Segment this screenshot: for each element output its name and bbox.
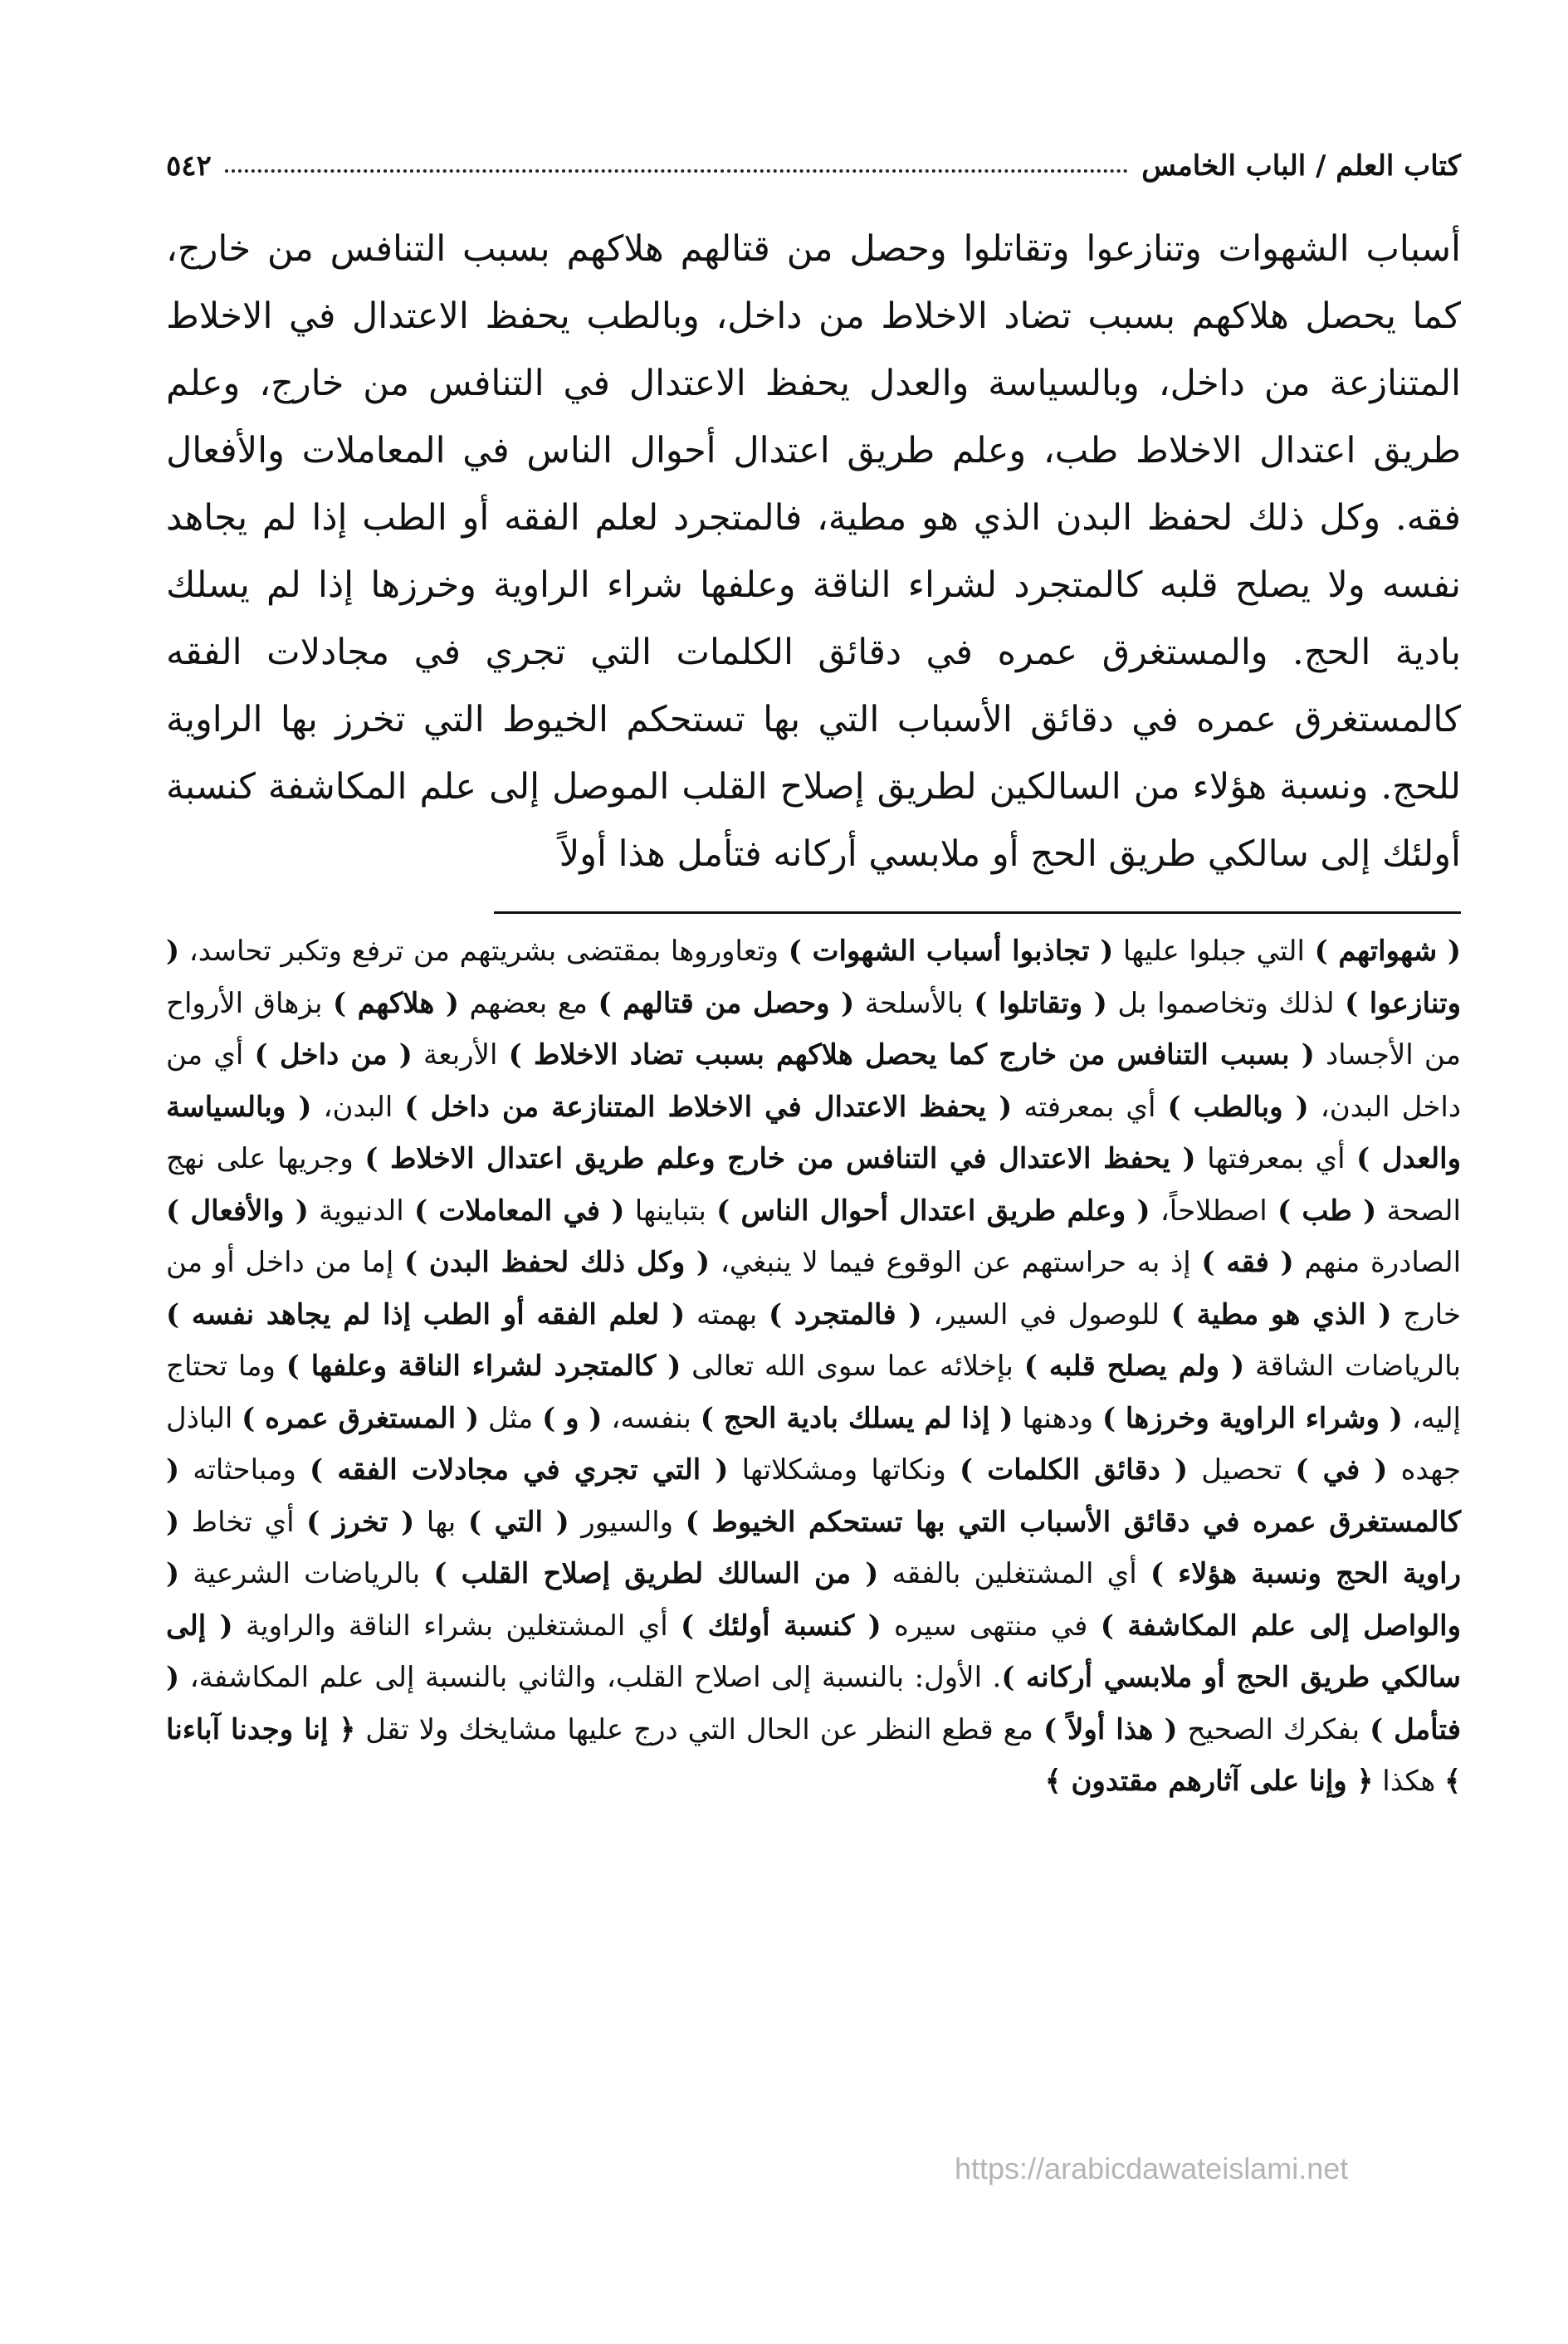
running-header [166,125,1461,183]
commentary-segment: مع قطع النظر عن الحال التي درج عليها مشايخك ولا تقل [355,1712,1043,1746]
commentary-segment: والسيور [569,1505,686,1539]
quoted-main-text: ( دقائق الكلمات ) [959,1453,1189,1487]
quoted-main-text: ( راوية الحج ونسبة هؤلاء ) [166,1505,1462,1590]
commentary-segment: للوصول في السير، [921,1297,1171,1331]
quoted-main-text: ( فقه ) [1201,1246,1294,1279]
commentary-segment: مثل [479,1401,543,1435]
commentary-segment: بنفسه، [602,1401,701,1435]
header-title: كتاب العلم / الباب الخامس [1141,149,1461,183]
quoted-main-text: ( وعلم طريق اعتدال أحوال الناس ) [716,1194,1150,1228]
commentary-segment: بالرياضات الشاقة [1244,1350,1461,1383]
quoted-main-text: ( تخرز ) [306,1505,415,1539]
commentary-segment: وما تحتاج إليه، [166,1350,1461,1435]
commentary-segment: بإخلائه عما سوى الله تعالى [681,1350,1024,1383]
book-page [166,125,1461,1808]
header-dotted-leader [225,169,1128,173]
commentary-segment: إما من داخل أو من خارج [166,1246,1461,1331]
footnote-divider [494,911,1461,914]
commentary-segment: وتعاوروها بمقتضى بشريتهم من ترفع وتكبر تحاسد، [179,935,789,968]
commentary-segment: في منتهى سيره [881,1609,1101,1643]
commentary-segment: أي المشتغلين بالفقه [878,1557,1150,1590]
quoted-main-text: ( إذا لم يسلك بادية الحج ) [700,1401,1014,1435]
quoted-main-text: ( كالمستغرق عمره في دقائق الأسباب التي بها تستحكم الخيوط ) [166,1453,1462,1539]
watermark: https://arabicdawateislami.net [955,2151,1349,2185]
quoted-main-text: ( وبالطب ) [1167,1090,1309,1124]
quoted-main-text: ( المستغرق عمره ) [242,1401,480,1435]
quoted-main-text: ( يحفظ الاعتدال في الاخلاط المتنازعة من داخل ) [404,1090,1013,1124]
quoted-main-text: ( فالمتجرد ) [769,1297,922,1331]
commentary-segment: أي تخاط [179,1505,307,1539]
quoted-main-text: ( الذي هو مطية ) [1170,1297,1392,1331]
commentary-segment: وجريها على نهج الصحة [166,1142,1461,1228]
commentary-segment: الصادرة منهم [1293,1246,1462,1279]
commentary-segment: بهمته [685,1297,769,1331]
quoted-main-text: ( وحصل من قتالهم ) [598,986,855,1020]
commentary-segment: الدنيوية [308,1194,415,1228]
quoted-main-text: ( هذا أولاً ) [1043,1712,1178,1746]
commentary-segment: . الأول: بالنسبة إلى اصلاح القلب، والثاني بالنسبة إلى علم المكاشفة، [179,1661,1002,1694]
quoted-main-text: ( ولم يصلح قلبه ) [1023,1350,1245,1383]
commentary-segment: أي بمعرفته [1012,1090,1168,1124]
quoted-main-text: ( التي ) [467,1505,569,1539]
quoted-main-text: ( و ) [542,1401,603,1435]
commentary-segment: البدن، [311,1090,405,1124]
commentary-segment: ونكاتها ومشكلاتها [728,1453,960,1487]
quoted-main-text: ( لعلم الفقه أو الطب إذا لم يجاهد نفسه ) [166,1297,686,1331]
commentary-text [166,925,1461,1808]
commentary-segment: بفكرك الصحيح [1177,1712,1370,1746]
quoted-main-text: ( وبالسياسة والعدل ) [166,1090,1461,1175]
quoted-main-text: ﴿ إنا وجدنا آباءنا ﴾ [166,1712,1461,1798]
commentary-segment: بها [414,1505,468,1539]
quoted-main-text: ( طب ) [1277,1194,1377,1228]
commentary-segment: ومباحثاته [179,1453,310,1487]
quoted-main-text: ( وشراء الراوية وخرزها ) [1102,1401,1403,1435]
commentary-segment: مع بعضهم [459,986,598,1020]
commentary-segment: بالأسلحة [854,986,975,1020]
quoted-main-text: ( يحفظ الاعتدال في التنافس من خارج وعلم طريق اعتدال الاخلاط ) [364,1142,1196,1175]
commentary-segment: الباذل جهده [166,1401,1461,1487]
commentary-segment: التي جبلوا عليها [1113,935,1315,968]
commentary-segment: بزهاق الأرواح من الأجساد [166,986,1461,1072]
quoted-main-text: ( من السالك لطريق إصلاح القلب ) [433,1557,879,1590]
quoted-main-text: ( والواصل إلى علم المكاشفة ) [166,1557,1462,1643]
quoted-main-text: ( كنسبة أولئك ) [681,1609,882,1643]
commentary-segment: لذلك وتخاصموا بل [1106,986,1346,1020]
quoted-main-text: ( وكل ذلك لحفظ البدن ) [404,1246,711,1279]
quoted-main-text: ( شهواتهم ) [1314,935,1461,968]
commentary-segment: أي من داخل البدن، [166,1038,1461,1124]
page-number: ٥٤٢ [166,149,212,183]
commentary-segment: أي المشتغلين بشراء الناقة والراوية [232,1609,681,1643]
quoted-main-text: ( في ) [1295,1453,1388,1487]
quoted-main-text: ﴿ وإنا على آثارهم مقتدون ﴾ [1044,1765,1374,1798]
commentary-segment: اصطلاحاً، [1150,1194,1277,1228]
quoted-main-text: ( إلى سالكي طريق الحج أو ملابسي أركانه ) [166,1609,1461,1694]
commentary-segment: أي بمعرفتها [1195,1142,1357,1175]
quoted-main-text: ( فتأمل ) [166,1661,1461,1746]
quoted-main-text: ( بسبب التنافس من خارج كما يحصل هلاكهم بسبب تضاد الاخلاط ) [508,1038,1315,1072]
commentary-segment: إذ به حراستهم عن الوقوع فيما لا ينبغي، [710,1246,1202,1279]
quoted-main-text: ( وتنازعوا ) [166,935,1461,1020]
commentary-segment: تحصيل [1188,1453,1296,1487]
commentary-segment: بتباينها [624,1194,717,1228]
commentary-segment: بالرياضات الشرعية [179,1557,434,1590]
quoted-main-text: ( التي تجري في مجادلات الفقه ) [309,1453,729,1487]
commentary-segment: ودهنها [1013,1401,1102,1435]
quoted-main-text: ( كالمتجرد لشراء الناقة وعلفها ) [286,1350,681,1383]
commentary-segment: هكذا [1373,1765,1445,1798]
quoted-main-text: ( والأفعال ) [166,1194,309,1228]
commentary-segment: الأربعة [412,1038,509,1072]
quoted-main-text: ( من داخل ) [254,1038,413,1072]
quoted-main-text: ( وتقاتلوا ) [974,986,1107,1020]
quoted-main-text: ( هلاكهم ) [333,986,459,1020]
main-text: أسباب الشهوات وتنازعوا وتقاتلوا وحصل من قتالهم هلاكهم بسبب التنافس من خارج، كما يحصل هلاكهم بسبب تضاد الاخلاط من داخل، وبالطب يحفظ الاعتدال في الاخلاط المتنازعة من داخل، وبالسياسة والعدل يحفظ الاعتدال في التنافس من خارج، وعلم طريق اعتدال الاخلاط طب، وعلم طريق اعتدال أحوال الناس في المعاملات والأفعال فقه. وكل ذلك لحفظ البدن الذي هو مطية، فالمتجرد لعلم الفقه أو الطب إذا لم يجاهد نفسه ولا يصلح قلبه كالمتجرد لشراء الناقة وعلفها شراء الراوية وخرزها إذا لم يسلك بادية الحج. والمستغرق عمره في دقائق الكلمات التي تجري في مجادلات الفقه كالمستغرق عمره في دقائق الأسباب التي بها تستحكم الخيوط التي تخرز بها الراوية للحج. ونسبة هؤلاء من السالكين لطريق إصلاح القلب الموصل إلى علم المكاشفة كنسبة أولئك إلى سالكي طريق الحج أو ملابسي أركانه فتأمل هذا أولاً [166,228,1461,875]
quoted-main-text: ( في المعاملات ) [414,1194,625,1228]
quoted-main-text: ( تجاذبوا أسباب الشهوات ) [788,935,1114,968]
